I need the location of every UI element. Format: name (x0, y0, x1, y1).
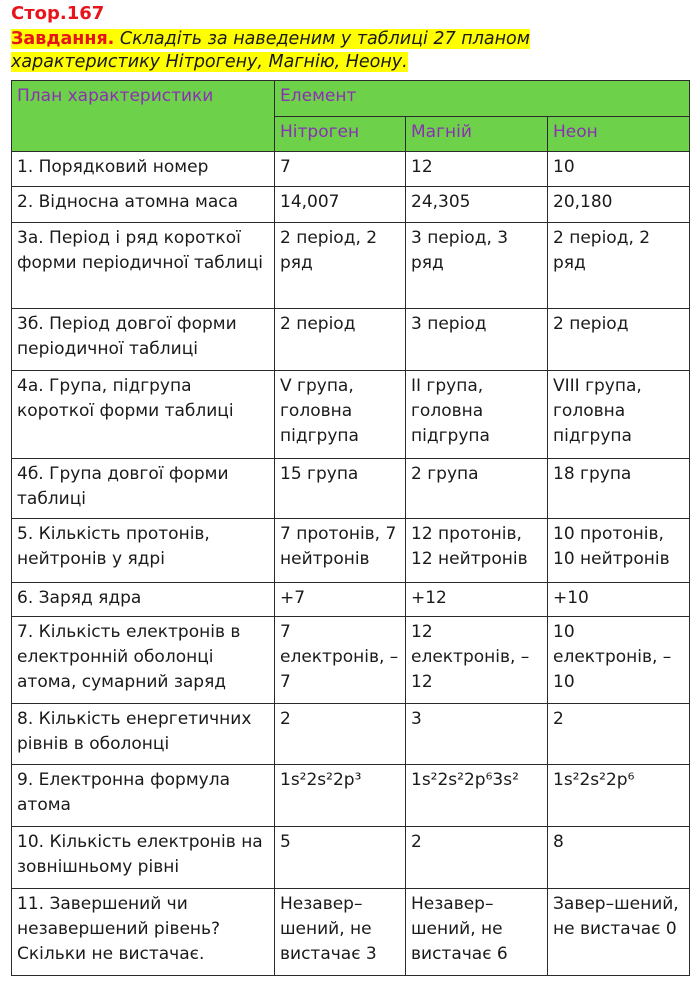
table-row (12, 459, 690, 519)
row-label: 2. Відносна атомна маса (12, 187, 275, 223)
row-label: 3б. Період довгої форми періодичної таблиці (12, 309, 275, 371)
cell-neon: 18 група (548, 459, 690, 519)
cell-nitrogen: 15 група (275, 459, 406, 519)
header-plan: План характеристики (12, 81, 275, 152)
header-neon: Неон (548, 117, 690, 152)
cell-magnesium: II група, головна підгрупа (406, 371, 548, 459)
cell-magnesium: 12 (406, 152, 548, 187)
cell-neon: 10 електронів, – 10 (548, 617, 690, 704)
header-element: Елемент (275, 81, 690, 117)
cell-magnesium: 24,305 (406, 187, 548, 223)
row-label: 9. Електронна формула атома (12, 765, 275, 827)
cell-magnesium: Незавер–шений, не вистачає 6 (406, 889, 548, 976)
table-row (12, 827, 690, 889)
table-row (12, 152, 690, 187)
cell-nitrogen: 14,007 (275, 187, 406, 223)
cell-magnesium: 3 (406, 704, 548, 765)
table-row (12, 704, 690, 765)
header-magnesium: Магній (406, 117, 548, 152)
cell-magnesium: 1s²2s²2p⁶3s² (406, 765, 548, 827)
page-number: Стор.167 (11, 3, 105, 24)
cell-neon: 10 протонів, 10 нейтронів (548, 519, 690, 583)
cell-nitrogen: 2 (275, 704, 406, 765)
task-statement (11, 28, 571, 74)
cell-neon: 1s²2s²2p⁶ (548, 765, 690, 827)
cell-neon: 20,180 (548, 187, 690, 223)
header-nitrogen: Нітроген (275, 117, 406, 152)
table-row (12, 223, 690, 309)
cell-neon: VIII група, головна підгрупа (548, 371, 690, 459)
cell-nitrogen: 1s²2s²2p³ (275, 765, 406, 827)
cell-magnesium: 12 електронів, – 12 (406, 617, 548, 704)
cell-magnesium: +12 (406, 583, 548, 617)
cell-neon: 2 період (548, 309, 690, 371)
characteristics-table (11, 80, 690, 976)
table-row (12, 617, 690, 704)
cell-magnesium: 3 період, 3 ряд (406, 223, 548, 309)
cell-magnesium: 3 період (406, 309, 548, 371)
row-label: 7. Кількість електронів в електронній оболонці атома, сумарний заряд (12, 617, 275, 704)
cell-neon: Завер–шений, не вистачає 0 (548, 889, 690, 976)
cell-nitrogen: 2 період, 2 ряд (275, 223, 406, 309)
row-label: 1. Порядковий номер (12, 152, 275, 187)
row-label: 8. Кількість енергетичних рівнів в оболонці (12, 704, 275, 765)
table-row (12, 309, 690, 371)
table-row (12, 519, 690, 583)
row-label: 6. Заряд ядра (12, 583, 275, 617)
task-label: Завдання. (11, 29, 115, 49)
cell-nitrogen: +7 (275, 583, 406, 617)
table-row (12, 889, 690, 976)
cell-nitrogen: Незавер–шений, не вистачає 3 (275, 889, 406, 976)
cell-nitrogen: 7 (275, 152, 406, 187)
row-label: 5. Кількість протонів, нейтронів у ядрі (12, 519, 275, 583)
cell-nitrogen: 5 (275, 827, 406, 889)
cell-neon: 8 (548, 827, 690, 889)
row-label: 4а. Група, підгрупа короткої форми таблиці (12, 371, 275, 459)
cell-nitrogen: 2 період (275, 309, 406, 371)
task-text-line1: Складіть за наведеним у таблиці 27 планом (114, 29, 530, 49)
row-label: 11. Завершений чи незавершений рівень? Скільки не вистачає. (12, 889, 275, 976)
cell-neon: 10 (548, 152, 690, 187)
cell-magnesium: 2 група (406, 459, 548, 519)
cell-magnesium: 12 протонів, 12 нейтронів (406, 519, 548, 583)
table-row (12, 765, 690, 827)
cell-neon: 2 (548, 704, 690, 765)
cell-nitrogen: 7 протонів, 7 нейтронів (275, 519, 406, 583)
row-label: 10. Кількість електронів на зовнішньому рівні (12, 827, 275, 889)
cell-neon: 2 період, 2 ряд (548, 223, 690, 309)
table-row (12, 583, 690, 617)
cell-magnesium: 2 (406, 827, 548, 889)
task-text-line2: характеристику Нітрогену, Магнію, Неону. (11, 52, 408, 72)
table-row (12, 187, 690, 223)
cell-nitrogen: V група, головна підгрупа (275, 371, 406, 459)
table-row (12, 371, 690, 459)
cell-nitrogen: 7 електронів, –7 (275, 617, 406, 704)
row-label: 4б. Група довгої форми таблиці (12, 459, 275, 519)
cell-neon: +10 (548, 583, 690, 617)
row-label: 3а. Період і ряд короткої форми періодичної таблиці (12, 223, 275, 309)
